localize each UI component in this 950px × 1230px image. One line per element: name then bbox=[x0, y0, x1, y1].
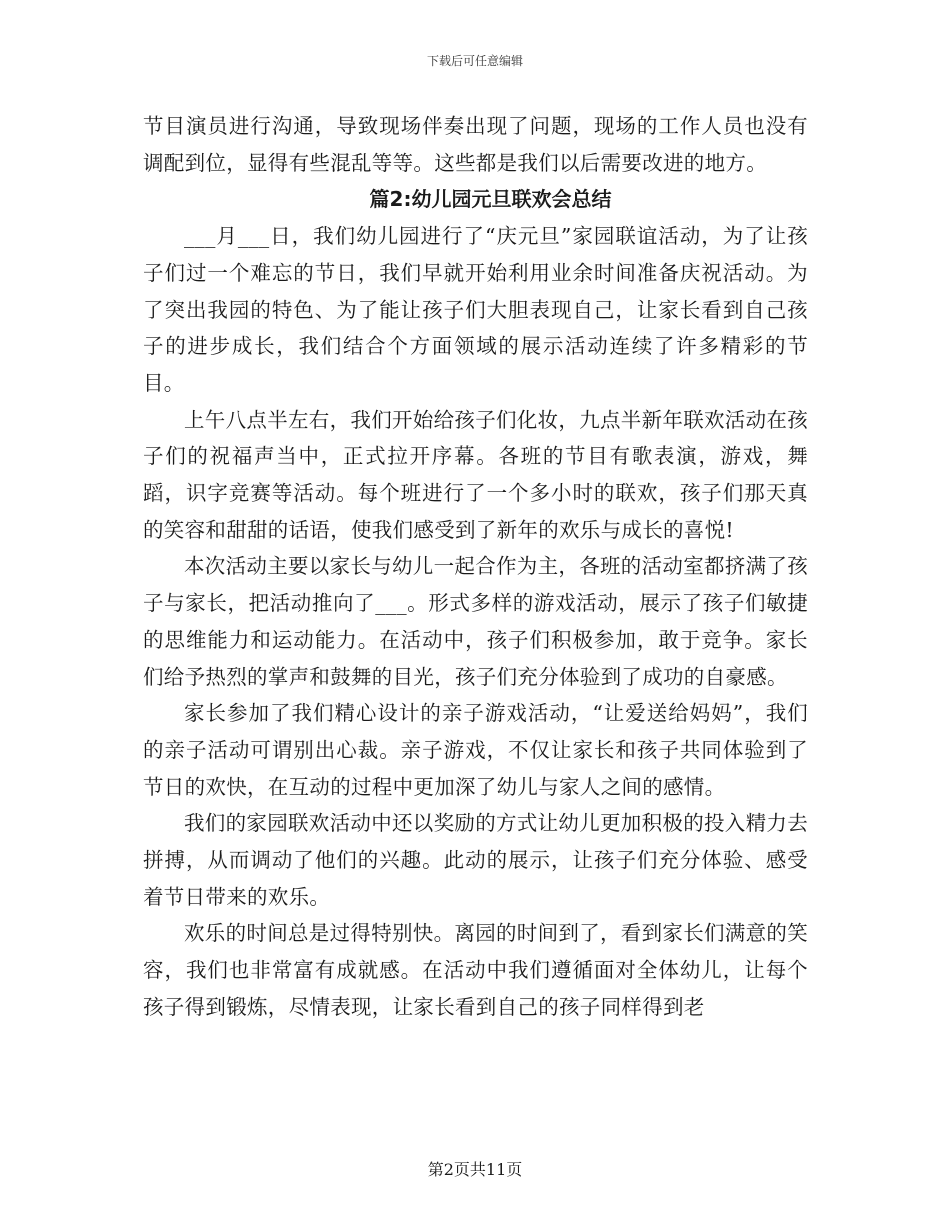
paragraph: 上午八点半左右，我们开始给孩子们化妆，九点半新年联欢活动在孩子们的祝福声当中，正式拉开序幕。各班的节目有歌表演，游戏，舞蹈，识字竞赛等活动。每个班进行了一个多小时的联欢，孩子们那天真的笑容和甜甜的话语，使我们感受到了新年的欢乐与成长的喜悦! bbox=[143, 407, 808, 542]
paragraph-continued: 节目演员进行沟通，导致现场伴奏出现了问题，现场的工作人员也没有调配到位，显得有些混乱等等。这些都是我们以后需要改进的地方。 bbox=[143, 114, 808, 175]
document-body bbox=[143, 108, 808, 1026]
section-title: 篇2:幼儿园元旦联欢会总结 bbox=[369, 187, 612, 212]
paragraph: 家长参加了我们精心设计的亲子游戏活动，“让爱送给妈妈”，我们的亲子活动可谓别出心裁。亲子游戏，不仅让家长和孩子共同体验到了节日的欢快，在互动的过程中更加深了幼儿与家人之间的感情。 bbox=[143, 701, 808, 799]
paragraph: 本次活动主要以家长与幼儿一起合作为主，各班的活动室都挤满了孩子与家长，把活动推向了___。形式多样的游戏活动，展示了孩子们敏捷的思维能力和运动能力。在活动中，孩子们积极参加，敢于竞争。家长们给予热烈的掌声和鼓舞的目光，孩子们充分体验到了成功的自豪感。 bbox=[143, 554, 808, 689]
paragraph: ___月___日，我们幼儿园进行了“庆元旦”家园联谊活动，为了让孩子们过一个难忘的节日，我们早就开始利用业余时间准备庆祝活动。为了突出我园的特色、为了能让孩子们大胆表现自己，让家长看到自己孩子的进步成长，我们结合个方面领域的展示活动连续了许多精彩的节目。 bbox=[143, 224, 808, 395]
page-number: 第2页共11页 bbox=[427, 1160, 523, 1179]
paragraph: 欢乐的时间总是过得特别快。离园的时间到了，看到家长们满意的笑容，我们也非常富有成就感。在活动中我们遵循面对全体幼儿，让每个孩子得到锻炼，尽情表现，让家长看到自己的孩子同样得到老 bbox=[143, 921, 808, 1019]
paragraph: 我们的家园联欢活动中还以奖励的方式让幼儿更加积极的投入精力去拼搏，从而调动了他们的兴趣。此动的展示，让孩子们充分体验、感受着节日带来的欢乐。 bbox=[143, 811, 808, 909]
page-header: 下载后可任意编辑 bbox=[426, 54, 523, 68]
